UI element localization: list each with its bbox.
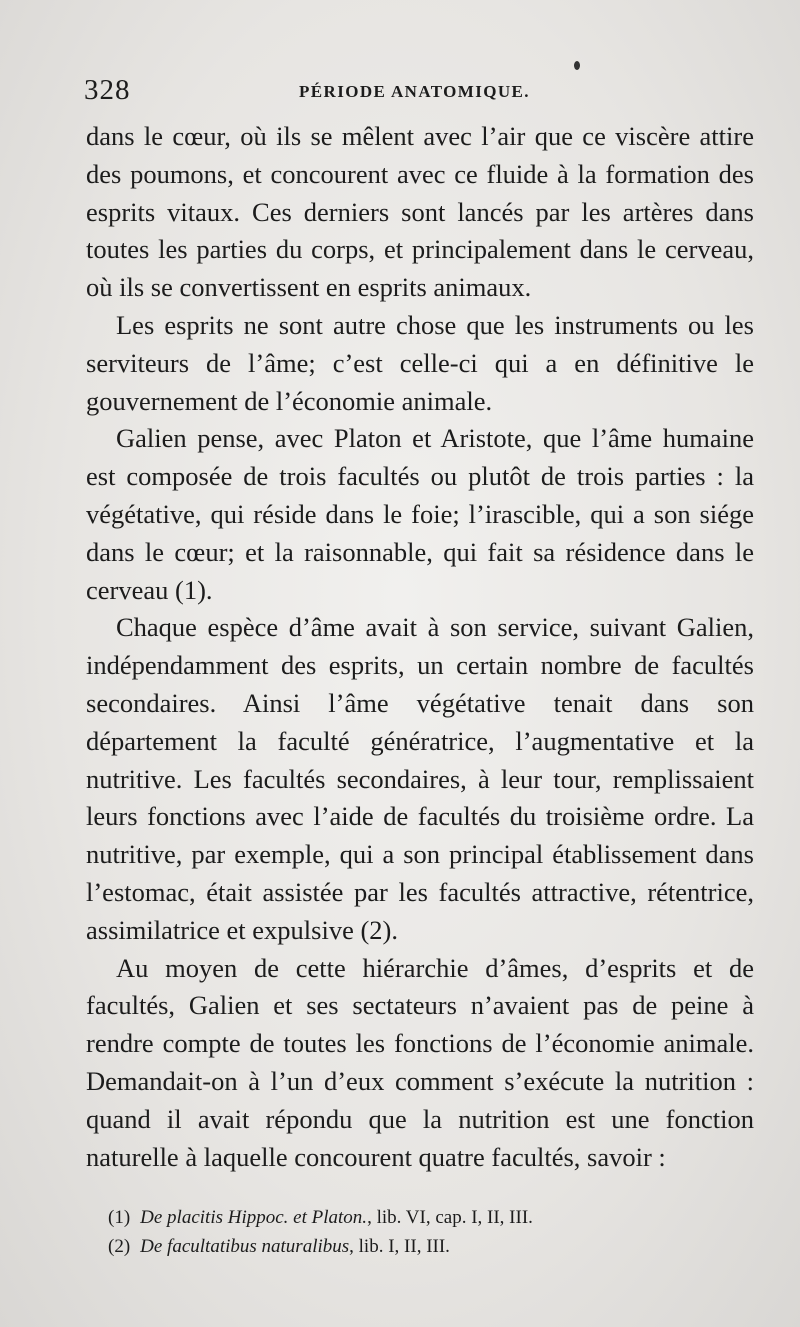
page-number: 328 (84, 74, 131, 106)
paragraph: Au moyen de cette hiérarchie d’âmes, d’esprits et de facultés, Galien et ses sectateurs n’avaient pas de peine à rendre compte de toutes les fonctions de l’économie animale. Demandait-on à l’un d’eux comment s’exécute la nutrition : quand il avait répondu que la nutrition est une fonction naturelle à laquelle concourent quatre facultés, savoir : (86, 952, 754, 1172)
running-title: PÉRIODE ANATOMIQUE. (299, 82, 530, 101)
body-text (86, 118, 754, 1176)
paragraph: dans le cœur, où ils se mêlent avec l’air que ce viscère attire des poumons, et concourent avec ce fluide à la formation des esprits vitaux. Ces derniers sont lancés par les artères dans toutes les parties du corps, et principalement dans le cerveau, où ils se convertissent en esprits animaux. (86, 121, 754, 303)
footnote-title: De facultatibus naturalibus (140, 1236, 350, 1257)
paragraph: Les esprits ne sont autre chose que les instruments ou les serviteurs de l’âme; c’est celle-ci qui a en définitive le gouvernement de l’économie animale. (86, 309, 754, 416)
paragraph: Chaque espèce d’âme avait à son service, suivant Galien, indépendamment des esprits, un certain nombre de facultés secondaires. Ainsi l’âme végétative tenait dans son département la faculté génératrice, l’augmentative et la nutritive. Les facultés secondaires, à leur tour, remplissaient leurs fonctions avec l’aide de facultés du troisième ordre. La nutritive, par exemple, qui a son principal établissement dans l’estomac, était assistée par les facultés attractive, rétentrice, assimilatrice et expulsive (2). (86, 612, 754, 945)
ink-mark (574, 61, 580, 70)
footnote-title: De placitis Hippoc. et Platon. (140, 1207, 368, 1228)
footnotes (108, 1203, 728, 1261)
footnote (108, 1232, 728, 1261)
footnote-ref: (2) (108, 1236, 131, 1257)
running-head (84, 72, 754, 112)
footnote-citation: , lib. I, II, III. (349, 1236, 450, 1257)
footnote-citation: , lib. VI, cap. I, II, III. (367, 1207, 533, 1228)
paragraph: Galien pense, avec Platon et Aristote, que l’âme humaine est composée de trois facultés ou plutôt de trois parties : la végétative, qui réside dans le foie; l’irascible, qui a son siége dans le cœur; et la raisonnable, qui fait sa résidence dans le cerveau (1). (86, 423, 754, 605)
footnote-ref: (1) (108, 1207, 131, 1228)
footnote (108, 1203, 728, 1232)
